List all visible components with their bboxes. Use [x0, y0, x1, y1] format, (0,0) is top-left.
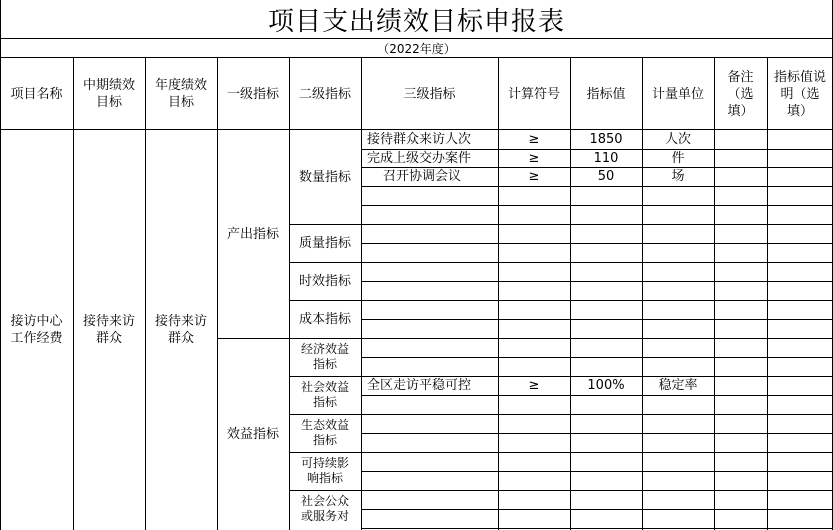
level2-ecological: 生态效益 指标 — [300, 418, 349, 447]
header-level2: 二级指标 — [298, 86, 351, 102]
header-unit: 计量单位 — [651, 86, 704, 102]
row-2-operator: ≥ — [528, 150, 540, 166]
level2-economic: 经济效益 指标 — [300, 342, 349, 371]
header-annual-target: 年度绩效 目标 — [154, 78, 207, 110]
header-level1: 一级指标 — [226, 86, 279, 102]
header-explain: 指标值说 明（选 填） — [773, 69, 826, 119]
header-project-name: 项目名称 — [10, 86, 63, 102]
level2-cost: 成本指标 — [298, 311, 351, 327]
level2-quantity: 数量指标 — [298, 169, 351, 185]
row-2-unit: 件 — [671, 150, 685, 166]
row-4-operator: ≥ — [528, 378, 540, 393]
row-3-unit: 场 — [671, 169, 685, 184]
mid-target: 接待来访 群众 — [82, 314, 135, 346]
header-value: 指标值 — [586, 86, 626, 102]
level1-output: 产出指标 — [226, 226, 279, 242]
level2-quality: 质量指标 — [298, 235, 351, 251]
row-4-unit: 稳定率 — [658, 378, 698, 393]
project-name: 接访中心 工作经费 — [10, 314, 63, 346]
level2-sustainable: 可持续影 响指标 — [300, 456, 349, 485]
row-2-value: 110 — [593, 150, 619, 166]
level2-satisfaction: 社会公众 或服务对 — [300, 494, 349, 523]
row-1-unit: 人次 — [664, 132, 691, 147]
level1-effect: 效益指标 — [226, 426, 279, 442]
row-4-value: 100% — [587, 378, 625, 393]
row-2-indicator: 完成上级交办案件 — [367, 150, 472, 166]
header-level3: 三级指标 — [403, 86, 456, 102]
header-operator: 计算符号 — [507, 86, 560, 102]
header-mid-target: 中期绩效 目标 — [82, 78, 135, 110]
row-1-indicator: 接待群众来访人次 — [367, 132, 472, 147]
level2-social: 社会效益 指标 — [300, 380, 349, 409]
form-title: 项目支出绩效目标申报表 — [267, 6, 565, 37]
level2-timeliness: 时效指标 — [298, 273, 351, 289]
year-label: （2022年度） — [377, 41, 456, 56]
header-remark: 备注 （选 填） — [727, 69, 754, 119]
row-1-value: 1850 — [589, 132, 623, 147]
row-4-indicator: 全区走访平稳可控 — [367, 378, 472, 393]
row-3-indicator: 召开协调会议 — [383, 169, 462, 184]
row-3-value: 50 — [597, 169, 615, 184]
annual-target: 接待来访 群众 — [154, 314, 207, 346]
row-1-operator: ≥ — [528, 132, 540, 147]
row-3-operator: ≥ — [528, 169, 540, 184]
